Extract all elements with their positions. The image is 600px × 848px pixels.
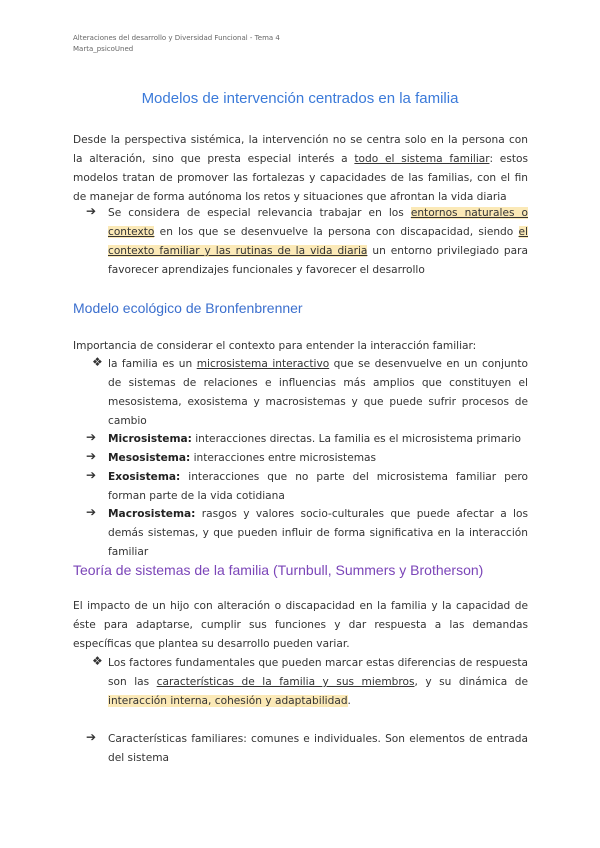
- list-item-macrosistema: Macrosistema: rasgos y valores socio-culturales que puede afectar a los demás sistemas, y que pueden influir de forma significativa en la interacción familiar: [108, 508, 528, 558]
- underlined-text: características de la familia y sus miembros: [156, 676, 415, 688]
- list-item-mesosistema: Mesosistema: interacciones entre microsistemas: [108, 452, 377, 464]
- section1-lead: Importancia de considerar el contexto para entender la interacción familiar:: [73, 340, 477, 352]
- diamond-bullet-icon: ❖: [92, 654, 103, 668]
- arrow-bullet-icon: ➔: [86, 204, 97, 218]
- section2-diamond-text: Los factores fundamentales que pueden marcar estas diferencias de respuesta son las características de la familia y sus miembros, y su dinámica de interacción interna, cohesión y adaptabilidad.: [108, 657, 529, 707]
- arrow-bullet-icon: ➔: [86, 430, 97, 444]
- section-heading-bronfenbrenner: Modelo ecológico de Bronfenbrenner: [73, 300, 303, 316]
- section2-lead: El impacto de un hijo con alteración o discapacidad en la familia y la capacidad de éste para adaptarse, cumplir sus funciones y dar respuesta a las demandas específicas que plantea su desarrollo pueden variar.: [73, 600, 528, 650]
- page-title: Modelos de intervención centrados en la familia: [141, 90, 459, 107]
- underlined-text: todo el sistema familiar: [354, 153, 490, 165]
- highlight-contexto: el contexto familiar y las rutinas de la vida diaria: [108, 226, 528, 257]
- section1-diamond-text: la familia es un microsistema interactivo que se desenvuelve en un conjunto de sistemas de relaciones e influencias más amplios que constituyen el mesosistema, exosistema y macrosistemas y que puede sufrir procesos de cambio: [108, 358, 529, 427]
- header-course: Alteraciones del desarrollo y Diversidad Funcional - Tema 4: [73, 34, 280, 42]
- intro-bullet-text: Se considera de especial relevancia trabajar en los entornos naturales o contexto en los que se desenvuelve la persona con discapacidad, siendo el contexto familiar y las rutinas de la vida diaria un entorno privilegiado para favorecer aprendizajes funcionales y favorecer el desarrollo: [108, 207, 529, 276]
- intro-paragraph: Desde la perspectiva sistémica, la intervención no se centra solo en la persona con la alteración, sino que presta especial interés a todo el sistema familiar: estos modelos tratan de promover las fortalezas y capacidades de las familias, con el fin de manejar de forma autónoma los retos y situaciones que afrontan la vida diaria: [73, 134, 528, 203]
- section-heading-turnbull: Teoría de sistemas de la familia (Turnbull, Summers y Brotherson): [73, 562, 484, 578]
- list-item-microsistema: Microsistema: interacciones directas. La familia es el microsistema primario: [108, 433, 522, 445]
- underlined-text: microsistema interactivo: [196, 358, 330, 370]
- list-item-exosistema: Exosistema: interacciones que no parte del microsistema familiar pero forman parte de la vida cotidiana: [108, 471, 528, 502]
- section2-arrow-text: Características familiares: comunes e individuales. Son elementos de entrada del sistema: [108, 733, 528, 764]
- highlight-entornos: entornos naturales o contexto: [108, 207, 529, 238]
- highlight-interaccion: interacción interna, cohesión y adaptabilidad: [108, 695, 348, 707]
- diamond-bullet-icon: ❖: [92, 355, 103, 369]
- arrow-bullet-icon: ➔: [86, 730, 97, 744]
- arrow-bullet-icon: ➔: [86, 449, 97, 463]
- arrow-bullet-icon: ➔: [86, 468, 97, 482]
- arrow-bullet-icon: ➔: [86, 505, 97, 519]
- header-author: Marta_psicoUned: [73, 45, 134, 53]
